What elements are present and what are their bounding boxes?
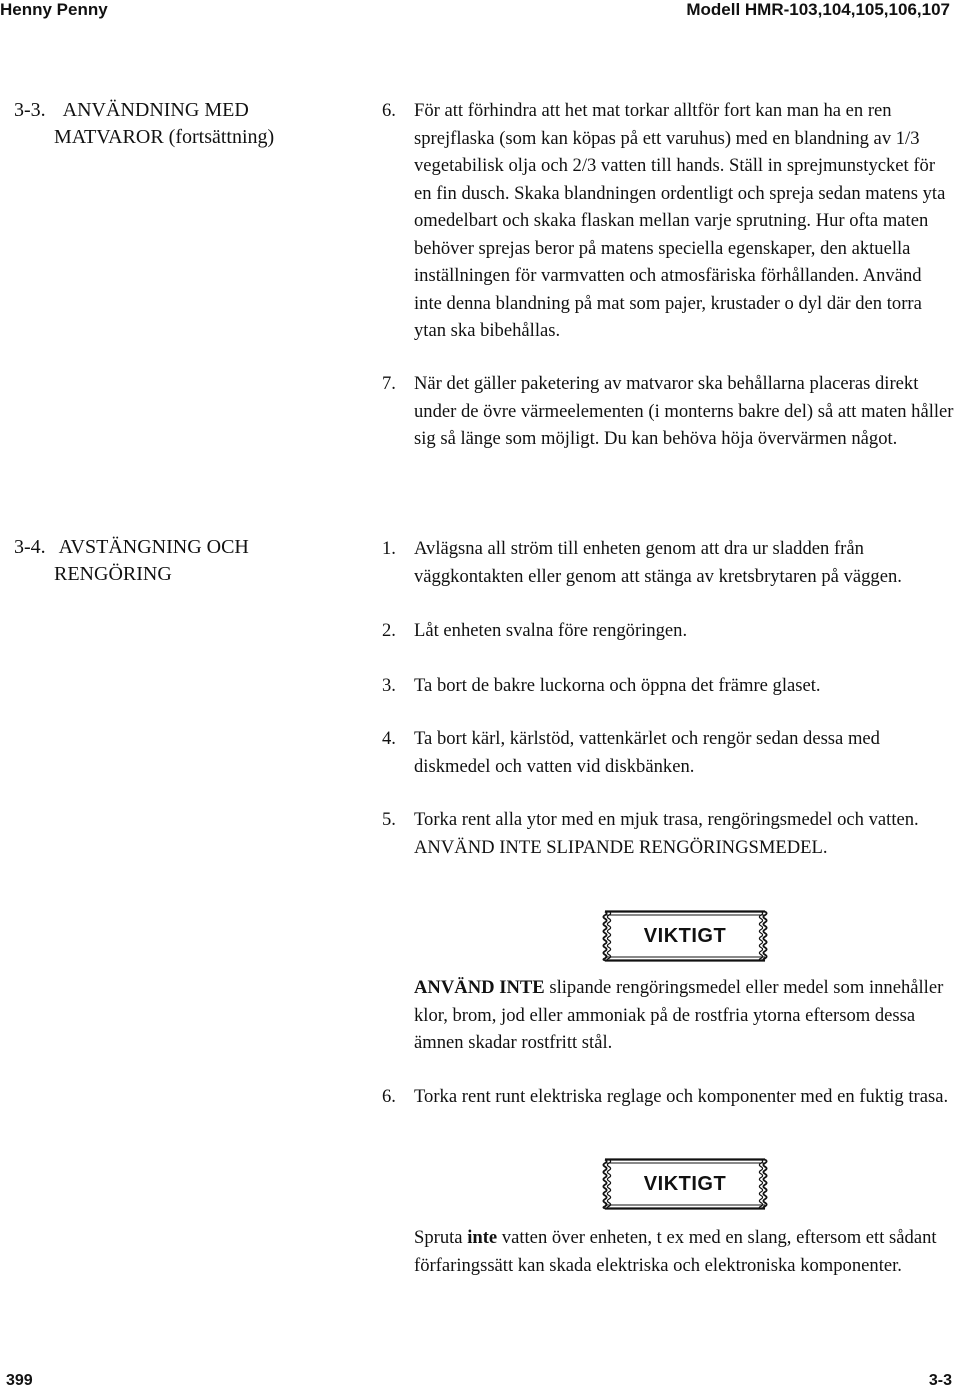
page-number: 399 [6,1372,33,1389]
item-number: 5. [382,809,396,830]
list-item [382,370,954,453]
section-title-line1: ANVÄNDNING MED [62,99,249,121]
viktigt-warning-box [601,1158,769,1210]
model-number: Modell HMR-103,104,105,106,107 [686,0,950,19]
warning-label: VIKTIGT [643,925,727,947]
list-item [382,806,954,861]
item-text: Torka rent alla ytor med en mjuk trasa, rengöringsmedel och vatten. ANVÄND INTE SLIPANDE RENGÖRINGSMEDEL. [414,809,919,858]
section-page-ref: 3-3 [928,1372,952,1389]
warning-body: vatten över enheten, t ex med en slang, eftersom ett sådant förfaringssätt kan skada elektriska och elektroniska komponenter. [414,1227,937,1276]
list-item [382,97,954,345]
list-item [382,535,954,590]
item-text: Ta bort de bakre luckorna och öppna det främre glaset. [414,675,821,696]
list-item [382,672,954,700]
warning-text [414,1224,954,1279]
list-item [382,725,954,780]
item-number: 3. [382,675,396,696]
item-number: 1. [382,538,396,559]
section-title-line1: AVSTÄNGNING OCH [58,536,249,558]
list-item [382,1083,954,1111]
warning-emphasis: ANVÄND INTE [414,977,545,998]
item-number: 2. [382,620,396,641]
viktigt-warning-box [601,910,769,962]
section-number: 3-4. [14,536,46,558]
item-number: 4. [382,728,396,749]
warning-label: VIKTIGT [643,1173,727,1195]
item-number: 6. [382,1086,396,1107]
warning-body: slipande rengöringsmedel eller medel som innehåller klor, brom, jod eller ammoniak på de rostfria ytorna eftersom dessa ämnen skadar rostfritt stål. [414,977,944,1053]
section-title-line2: RENGÖRING [54,563,172,585]
brand-name: Henny Penny [0,0,108,19]
section-3-4-heading [14,534,249,588]
item-text: Torka rent runt elektriska reglage och komponenter med en fuktig trasa. [414,1086,949,1107]
item-number: 7. [382,373,396,394]
item-text: För att förhindra att het mat torkar alltför fort kan man ha en ren sprejflaska (som kan köpas på ett varuhus) med en blandning av 1/3 vegetabilisk olja och 2/3 vatten till hands. Ställ in sprejmunstycket för en fin dusch. Skaka blandningen ordentligt och spreja sedan matens yta omedelbart och skaka flaskan mellan varje sprutning. Hur ofta maten behöver sprejas beror på matens speciella egenskaper, den aktuella inställningen för varmvatten och atmosfäriska förhållanden. Använd inte denna blandning på mat som pajer, krustader o dyl där den torra ytan ska bibehållas. [414,100,946,341]
warning-body-start: Spruta [414,1227,468,1248]
item-text: När det gäller paketering av matvaror ska behållarna placeras direkt under de övre värmeelementen (i monterns bakre del) så att maten håller sig så länge som möjligt. Du kan behöva höja övervärmen något. [414,373,954,449]
section-title-line2: MATVAROR (fortsättning) [54,126,275,148]
item-text: Låt enheten svalna före rengöringen. [414,620,688,641]
item-text: Ta bort kärl, kärlstöd, vattenkärlet och rengör sedan dessa med diskmedel och vatten vid diskbänken. [414,728,880,777]
item-number: 6. [382,100,396,121]
warning-emphasis: inte [467,1227,498,1248]
section-number: 3-3. [14,99,46,121]
list-item [382,617,954,645]
item-text: Avlägsna all ström till enheten genom att dra ur sladden från väggkontakten eller genom att stänga av kretsbrytaren på väggen. [414,538,902,587]
section-3-3-heading [14,97,274,151]
warning-text [414,974,954,1057]
